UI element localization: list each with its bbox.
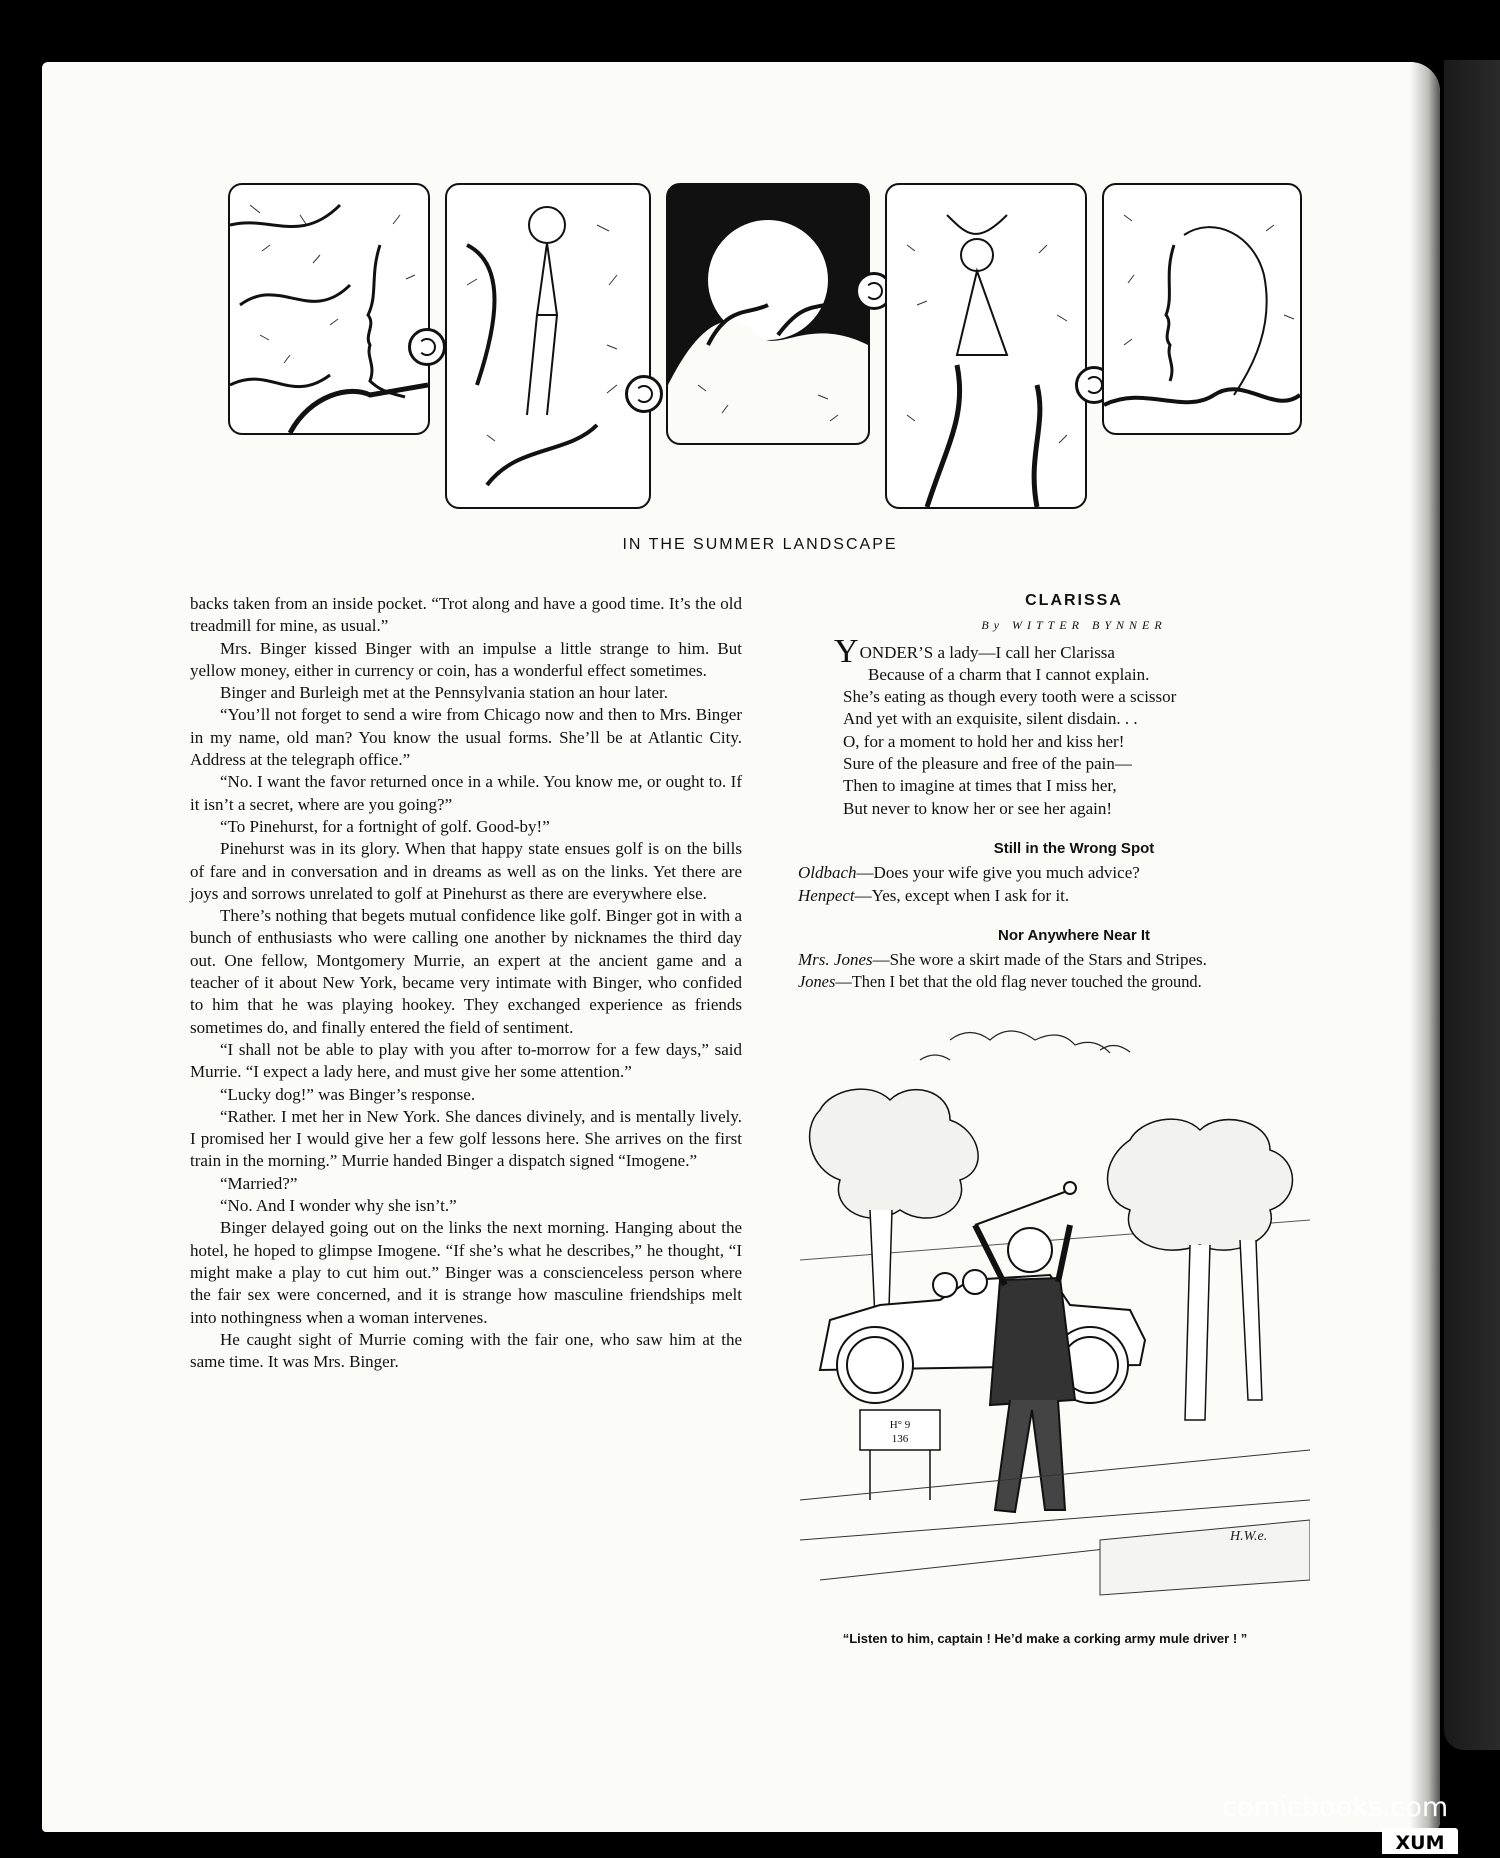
joke-line: Mrs. Jones—She wore a skirt made of the Stars and Stripes. [798,950,1207,970]
profile-face-illustration [230,185,428,433]
poem-line: And yet with an exquisite, silent disdain. . . [843,709,1138,729]
story-paragraph: “Lucky dog!” was Binger’s response. [220,1084,476,1104]
poem-line: O, for a moment to hold her and kiss her! [843,731,1125,751]
artist-signature: H.W.e. [1230,1529,1268,1544]
poem-line: But never to know her or see her again! [843,798,1113,818]
poem-dropcap: Y [834,632,859,670]
story-paragraph: “No. I want the favor returned once in a while. You know me, or ought to. If it isn’t a secret, where are you going?” [190,772,742,814]
adjacent-page-edge [1444,60,1500,1750]
story-column [190,593,742,1373]
illustration-panel-5 [1102,183,1302,435]
story-paragraph: “You’ll not forget to send a wire from Chicago now and then to Mrs. Binger in my name, old man? You know the usual forms. She’ll be at Atlantic City. Address at the telegraph office.” [190,705,742,770]
poem-byline: By WITTER BYNNER [981,618,1167,633]
joke-line: Oldbach—Does your wife give you much advice? [798,863,1140,883]
golf-cartoon [800,1020,1310,1600]
illustration-panel-3 [666,183,870,445]
story-paragraph: backs taken from an inside pocket. “Trot along and have a good time. It’s the old treadmill for mine, as usual.” [190,594,742,636]
poem-line: Because of a charm that I cannot explain. [868,664,1150,684]
golf-cartoon-drawing [800,1020,1310,1600]
cartoon-caption: “Listen to him, captain ! He’d make a corking army mule driver ! ” [842,1631,1248,1646]
svg-text:H° 9: H° 9 [889,1419,911,1431]
story-paragraph: “I shall not be able to play with you after to-morrow for a few days,” said Murrie. “I expect a lady here, and must give her some attention.” [190,1039,742,1082]
xum-badge: XUM [1382,1828,1458,1854]
joke-still-in-the-wrong-spot [798,838,1350,907]
joke-line: Jones—Then I bet that the old flag never touched the ground. [798,972,1202,992]
joke-title: Still in the Wrong Spot [993,839,1155,857]
svg-text:136: 136 [891,1433,909,1445]
story-paragraph: “Married?” [220,1173,298,1193]
story-paragraph: Binger delayed going out on the links the next morning. Hanging about the hotel, he hoped to glimpse Imogene. “If she’s what he describes,” he thought, “I might make a play to cut him out.” Binger was a conscienceless person where the fair sex were concerned, and it is strange how masculine friendships melt into nothingness when a woman intervenes. [190,1218,742,1327]
girl-with-tree-illustration [447,185,649,507]
joke-line: Henpect—Yes, except when I ask for it. [798,885,1070,905]
joke-title: Nor Anywhere Near It [998,926,1150,944]
tee-box-sign [860,1410,940,1500]
story-paragraph: There’s nothing that begets mutual confidence like golf. Binger got in with a bunch of enthusiasts who were calling one another by nicknames the third day out. One fellow, Montgomery Murrie, an expert at the ancient game and a teacher of it about New York, became very intimate with Binger, who confided to him that he was playing hookey. They exchanged experience as friends sometimes do, and finally entered the field of sentiment. [190,906,742,1037]
page-gutter-shadow [1410,62,1440,1832]
illustration-caption: IN THE SUMMER LANDSCAPE [622,536,898,553]
story-paragraph: Pinehurst was in its glory. When that happy state ensues golf is on the bills of fare and in conversation and in dreams as well as on the links. Yet there are joys and sorrows unrelated to golf at Pinehurst as there are everywhere else. [190,839,742,903]
watermark: comicbooks.com [1222,1792,1449,1823]
story-paragraph: Mrs. Binger kissed Binger with an impulse a little strange to him. But yellow money, either in currency or coin, has a wonderful effect sometimes. [190,638,742,680]
illustration-panel-2 [445,183,651,509]
poem-line: YONDER’S a lady—I call her Clarissa [834,632,1115,670]
automobile [820,1270,1145,1403]
woman-profile-illustration [1104,185,1300,433]
joke-nor-anywhere-near-it [798,925,1350,994]
sidebar-column [798,590,1350,994]
story-paragraph: He caught sight of Murrie coming with the fair one, who saw him at the same time. It was Mrs. Binger. [190,1329,742,1372]
story-paragraph: “To Pinehurst, for a fortnight of golf. Good-by!” [220,816,550,836]
story-paragraph: “Rather. I met her in New York. She dances divinely, and is mentally lively. I promised her I would give her a few golf lessons here. She arrives on the first train in the morning.” Murrie handed Binger a dispatch signed “Imogene.” [190,1106,742,1171]
story-paragraph: Binger and Burleigh met at the Pennsylvania station an hour later. [220,683,669,703]
poem-line: Sure of the pleasure and free of the pain— [843,754,1132,774]
poem-line: She’s eating as though every tooth were a scissor [843,687,1177,707]
poem-line: Then to imagine at times that I miss her, [843,776,1117,796]
illustration-panel-1 [228,183,430,435]
moon-over-trees-illustration [668,185,868,443]
dancing-woman-illustration [887,185,1085,507]
ornament-ring-2 [625,375,663,413]
ornament-ring-1 [408,328,446,366]
poem-body [798,632,1350,820]
story-paragraph: “No. And I wonder why she isn’t.” [220,1196,457,1216]
poem-title: CLARISSA [1025,592,1123,609]
illustration-panel-4 [885,183,1087,509]
